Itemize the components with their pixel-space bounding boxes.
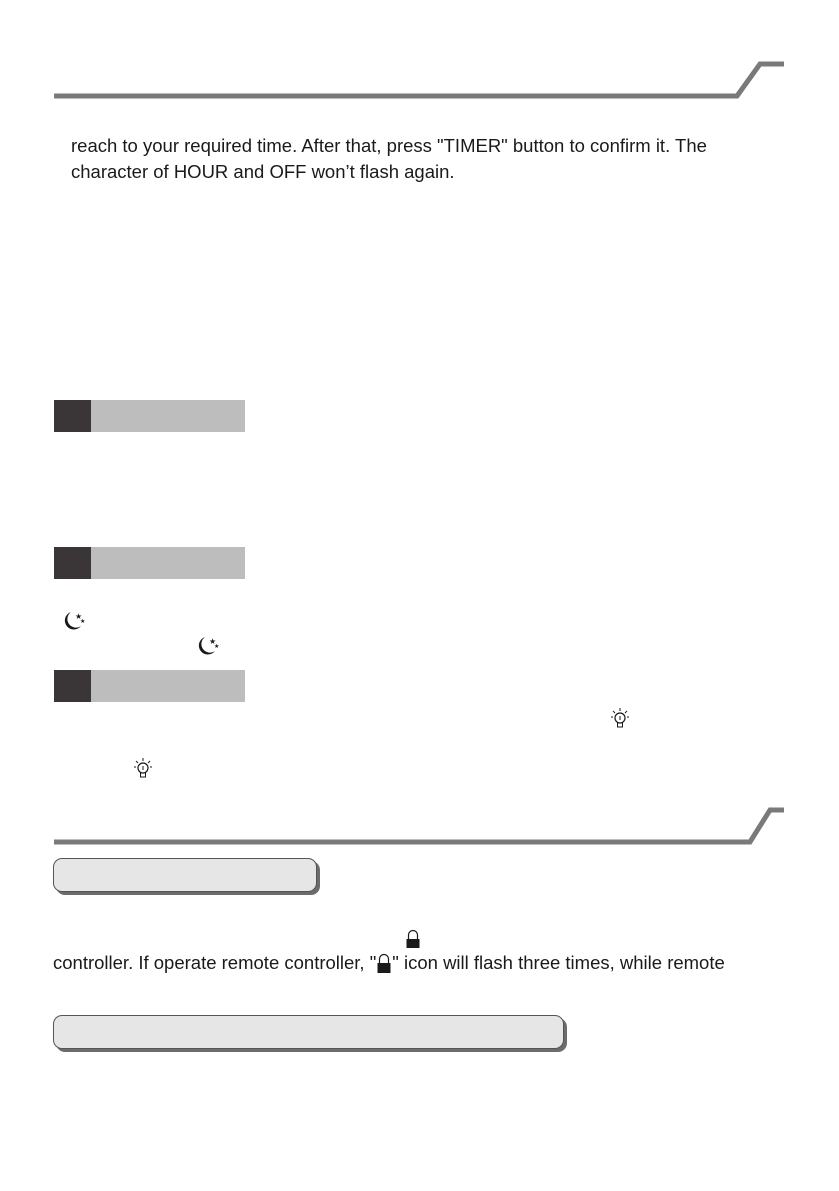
sleep-icon bbox=[196, 635, 220, 657]
section-tag-marker bbox=[54, 547, 91, 579]
section-rule-top bbox=[0, 55, 839, 105]
svg-text:★: ★ bbox=[209, 637, 217, 646]
section-tag-3 bbox=[54, 670, 245, 702]
section-tag-bar bbox=[91, 400, 245, 432]
light-icon bbox=[610, 707, 630, 731]
light-icon bbox=[133, 757, 153, 781]
svg-text:★: ★ bbox=[214, 643, 220, 650]
section-tag-bar bbox=[91, 547, 245, 579]
section-tag-marker bbox=[54, 670, 91, 702]
subsection-header-1 bbox=[53, 858, 317, 892]
lock-sentence bbox=[53, 950, 725, 976]
body-text-line-2: character of HOUR and OFF won’t flash again. bbox=[71, 161, 455, 182]
body-text-line-1: reach to your required time. After that, press "TIMER" button to confirm it. The bbox=[71, 135, 707, 156]
lock-icon bbox=[405, 929, 421, 949]
subsection-header-2 bbox=[53, 1015, 564, 1049]
section-tag-1 bbox=[54, 400, 245, 432]
svg-text:★: ★ bbox=[75, 612, 83, 621]
section-tag-bar bbox=[91, 670, 245, 702]
svg-text:★: ★ bbox=[80, 618, 86, 625]
lock-icon bbox=[376, 952, 392, 974]
section-tag-marker bbox=[54, 400, 91, 432]
lock-sentence-before: controller. If operate remote controller, " bbox=[53, 952, 377, 973]
sleep-icon bbox=[62, 610, 86, 632]
section-tag-2 bbox=[54, 547, 245, 579]
section-rule-bottom bbox=[0, 801, 839, 851]
lock-sentence-after: " icon will flash three times, while remote bbox=[392, 952, 725, 973]
